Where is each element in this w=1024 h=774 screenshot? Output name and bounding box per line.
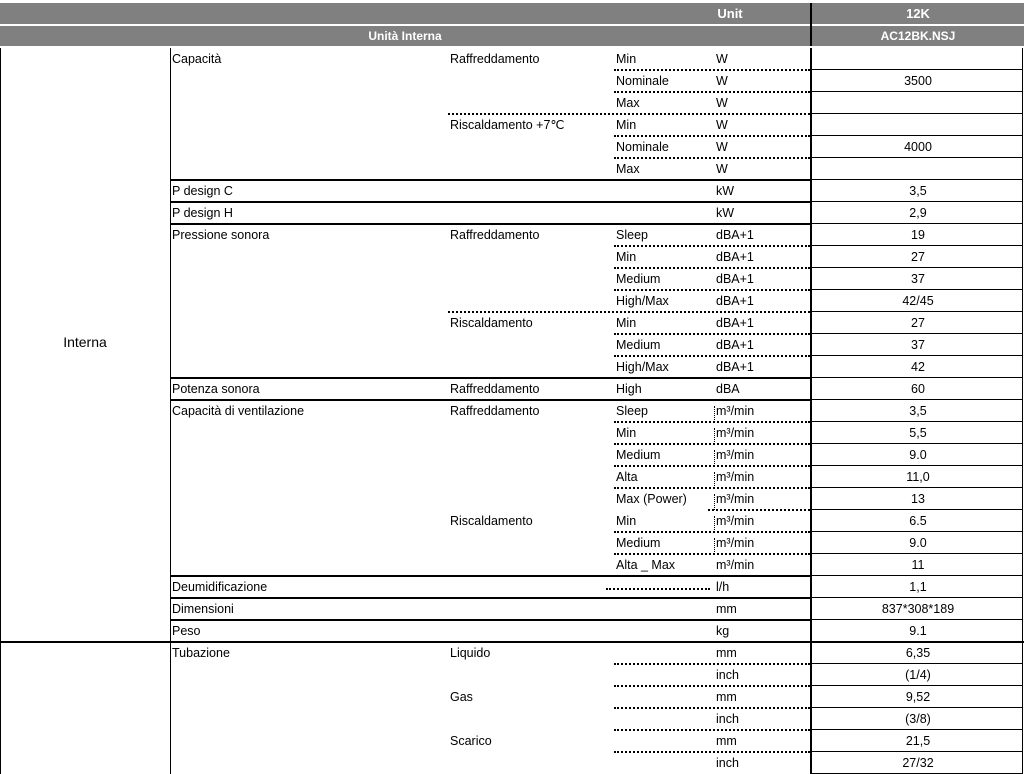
- level-label: Max (Power): [616, 492, 687, 506]
- dotted-divider: [606, 588, 710, 590]
- unit-label: W: [716, 52, 728, 66]
- value-cell: 37: [911, 338, 925, 352]
- param-label: Pressione sonora: [172, 228, 270, 242]
- dotted-divider: [614, 553, 810, 555]
- mode-label: Riscaldamento: [450, 316, 533, 330]
- section-divider: [170, 619, 810, 621]
- unit-label: inch: [716, 668, 739, 682]
- mode-label: Riscaldamento +7℃: [450, 118, 565, 132]
- value-cell: 27: [911, 250, 925, 264]
- value-cell: 5,5: [909, 426, 927, 440]
- unit-label: dBA+1: [716, 250, 754, 264]
- value-cell: (3/8): [905, 712, 931, 726]
- dotted-divider: [614, 465, 810, 467]
- param-label: Capacità: [172, 52, 222, 66]
- section-title: Unità Interna: [368, 29, 442, 43]
- unit-label: dBA+1: [716, 360, 754, 374]
- value-cell: 9.0: [909, 536, 927, 550]
- unit-label: dBA+1: [716, 316, 754, 330]
- dotted-divider: [614, 69, 810, 71]
- value-row-divider: [812, 135, 1022, 136]
- dotted-tick: [714, 406, 715, 422]
- mode-label: Scarico: [450, 734, 492, 748]
- unit-label: W: [716, 74, 728, 88]
- value-row-divider: [812, 553, 1022, 554]
- value-row-divider: [812, 575, 1022, 576]
- unit-label: dBA+1: [716, 272, 754, 286]
- value-row-divider: [812, 245, 1022, 246]
- value-cell: 11: [911, 558, 925, 572]
- level-label: Max: [616, 162, 640, 176]
- value-row-divider: [812, 531, 1022, 532]
- value-cell: 2,9: [909, 206, 927, 220]
- param-label: Tubazione: [172, 646, 230, 660]
- value-row-divider: [812, 751, 1022, 752]
- level-label: Max: [616, 96, 640, 110]
- value-row-divider: [812, 729, 1022, 730]
- value-row-divider: [812, 377, 1022, 378]
- level-label: Min: [616, 52, 637, 66]
- dotted-tick: [714, 428, 715, 444]
- unit-label: inch: [716, 756, 739, 770]
- level-label: Medium: [616, 338, 661, 352]
- level-label: Alta _ Max: [616, 558, 676, 572]
- section-divider: [170, 597, 810, 599]
- unit-label: mm: [716, 646, 737, 660]
- value-cell: 42/45: [902, 294, 934, 308]
- value-row-divider: [812, 443, 1022, 444]
- unit-label: m³/min: [716, 536, 755, 550]
- dotted-tick: [714, 494, 715, 510]
- value-row-divider: [812, 619, 1022, 620]
- value-cell: 837*308*189: [881, 602, 955, 616]
- param-label: P design H: [172, 206, 233, 220]
- value-row-divider: [812, 597, 1022, 598]
- param-label: Potenza sonora: [172, 382, 260, 396]
- dotted-divider: [614, 663, 810, 665]
- unit-label: mm: [716, 690, 737, 704]
- value-row-divider: [812, 91, 1022, 92]
- unit-label: W: [716, 140, 728, 154]
- group-column-divider: [170, 48, 171, 774]
- value-cell: 27: [911, 316, 925, 330]
- dotted-divider: [614, 333, 810, 335]
- value-row-divider: [812, 421, 1022, 422]
- value-cell: 60: [911, 382, 925, 396]
- mode-label: Raffreddamento: [450, 382, 540, 396]
- group-divider: [0, 641, 1024, 643]
- value-cell: (1/4): [905, 668, 931, 682]
- dotted-divider: [614, 289, 810, 291]
- dotted-divider: [614, 421, 810, 423]
- right-border: [1022, 48, 1023, 774]
- level-label: Min: [616, 426, 637, 440]
- mode-label: Raffreddamento: [450, 228, 540, 242]
- unit-label: W: [716, 96, 728, 110]
- param-label: Deumidificazione: [172, 580, 268, 594]
- level-label: High: [616, 382, 642, 396]
- dotted-divider: [614, 91, 810, 93]
- unit-label: m³/min: [716, 470, 755, 484]
- unit-label: W: [716, 118, 728, 132]
- dotted-tick: [714, 538, 715, 554]
- value-cell: 27/32: [902, 756, 934, 770]
- value-cell: 6.5: [909, 514, 927, 528]
- value-cell: 37: [911, 272, 925, 286]
- level-label: Medium: [616, 536, 661, 550]
- value-cell: 13: [911, 492, 925, 506]
- unit-label: m³/min: [716, 514, 755, 528]
- unit-label: dBA+1: [716, 228, 754, 242]
- level-label: Alta: [616, 470, 638, 484]
- value-cell: 3,5: [909, 184, 927, 198]
- mode-label: Gas: [450, 690, 473, 704]
- unit-label: l/h: [716, 580, 730, 594]
- level-label: Medium: [616, 448, 661, 462]
- value-cell: 1,1: [909, 580, 927, 594]
- dotted-divider: [614, 707, 810, 709]
- mode-label: Raffreddamento: [450, 52, 540, 66]
- dotted-divider: [614, 267, 810, 269]
- unit-label: m³/min: [716, 404, 755, 418]
- value-row-divider: [812, 179, 1022, 180]
- model-code: AC12BK.NSJ: [880, 29, 956, 43]
- value-row-divider: [812, 333, 1022, 334]
- dotted-divider: [614, 729, 810, 731]
- dotted-divider: [614, 355, 810, 357]
- model-column-header: 12K: [906, 6, 930, 21]
- dotted-tick: [714, 450, 715, 466]
- param-label: Dimensioni: [172, 602, 234, 616]
- header-divider: [810, 3, 812, 46]
- section-divider: [170, 377, 810, 379]
- level-label: Nominale: [616, 74, 669, 88]
- section-divider: [170, 399, 810, 401]
- level-label: Min: [616, 316, 637, 330]
- unit-column-header: Unit: [717, 6, 743, 21]
- dotted-tick: [714, 472, 715, 488]
- section-divider: [170, 223, 810, 225]
- unit-label: m³/min: [716, 448, 755, 462]
- value-row-divider: [812, 707, 1022, 708]
- value-cell: 11,0: [906, 470, 930, 484]
- level-label: Sleep: [616, 404, 648, 418]
- unit-label: kW: [716, 206, 735, 220]
- dotted-divider: [614, 135, 810, 137]
- mode-label: Liquido: [450, 646, 491, 660]
- value-row-divider: [812, 201, 1022, 202]
- level-label: High/Max: [616, 294, 669, 308]
- dotted-divider: [448, 113, 810, 115]
- level-label: Sleep: [616, 228, 648, 242]
- value-cell: 3,5: [909, 404, 927, 418]
- param-label: P design C: [172, 184, 233, 198]
- level-label: Min: [616, 118, 637, 132]
- value-row-divider: [812, 399, 1022, 400]
- unit-label: W: [716, 162, 728, 176]
- unit-label: inch: [716, 712, 739, 726]
- section-divider: [170, 575, 810, 577]
- level-label: Min: [616, 514, 637, 528]
- unit-label: dBA+1: [716, 294, 754, 308]
- dotted-tick: [714, 516, 715, 532]
- mode-label: Raffreddamento: [450, 404, 540, 418]
- value-row-divider: [812, 685, 1022, 686]
- value-cell: 42: [911, 360, 925, 374]
- unit-label: dBA+1: [716, 338, 754, 352]
- dotted-divider: [614, 245, 810, 247]
- value-cell: 4000: [904, 140, 932, 154]
- value-row-divider: [812, 289, 1022, 290]
- value-row-divider: [812, 267, 1022, 268]
- group-label-interna: Interna: [63, 334, 107, 350]
- unit-label: m³/min: [716, 492, 755, 506]
- value-cell: 6,35: [905, 646, 931, 660]
- value-row-divider: [812, 509, 1022, 510]
- value-cell: 9.1: [909, 624, 927, 638]
- value-cell: 21,5: [905, 734, 931, 748]
- section-divider: [170, 179, 810, 181]
- value-row-divider: [812, 663, 1022, 664]
- value-row-divider: [812, 113, 1022, 114]
- value-row-divider: [812, 487, 1022, 488]
- dotted-divider: [614, 443, 810, 445]
- value-row-divider: [812, 311, 1022, 312]
- value-row-divider: [812, 223, 1022, 224]
- unit-label: dBA: [716, 382, 740, 396]
- level-label: Min: [616, 250, 637, 264]
- dotted-divider: [614, 751, 810, 753]
- unit-label: m³/min: [716, 558, 755, 572]
- value-cell: 3500: [904, 74, 932, 88]
- unit-label: kg: [716, 624, 730, 638]
- level-label: Nominale: [616, 140, 669, 154]
- value-row-divider: [812, 465, 1022, 466]
- unit-label: m³/min: [716, 426, 755, 440]
- level-label: High/Max: [616, 360, 669, 374]
- unit-label: mm: [716, 734, 737, 748]
- dotted-divider: [614, 685, 810, 687]
- section-divider: [170, 201, 810, 203]
- value-cell: 9,52: [905, 690, 931, 704]
- value-row-divider: [812, 69, 1022, 70]
- level-label: Medium: [616, 272, 661, 286]
- unit-label: kW: [716, 184, 735, 198]
- unit-label: mm: [716, 602, 737, 616]
- value-row-divider: [812, 157, 1022, 158]
- param-label: Peso: [172, 624, 201, 638]
- dotted-divider: [708, 509, 810, 511]
- param-label: Capacità di ventilazione: [172, 404, 305, 418]
- dotted-divider: [448, 311, 810, 313]
- dotted-divider: [614, 157, 810, 159]
- value-cell: 19: [911, 228, 925, 242]
- left-border: [0, 48, 1, 774]
- dotted-divider: [614, 487, 810, 489]
- mode-label: Riscaldamento: [450, 514, 533, 528]
- value-cell: 9.0: [909, 448, 927, 462]
- dotted-divider: [614, 531, 810, 533]
- value-row-divider: [812, 355, 1022, 356]
